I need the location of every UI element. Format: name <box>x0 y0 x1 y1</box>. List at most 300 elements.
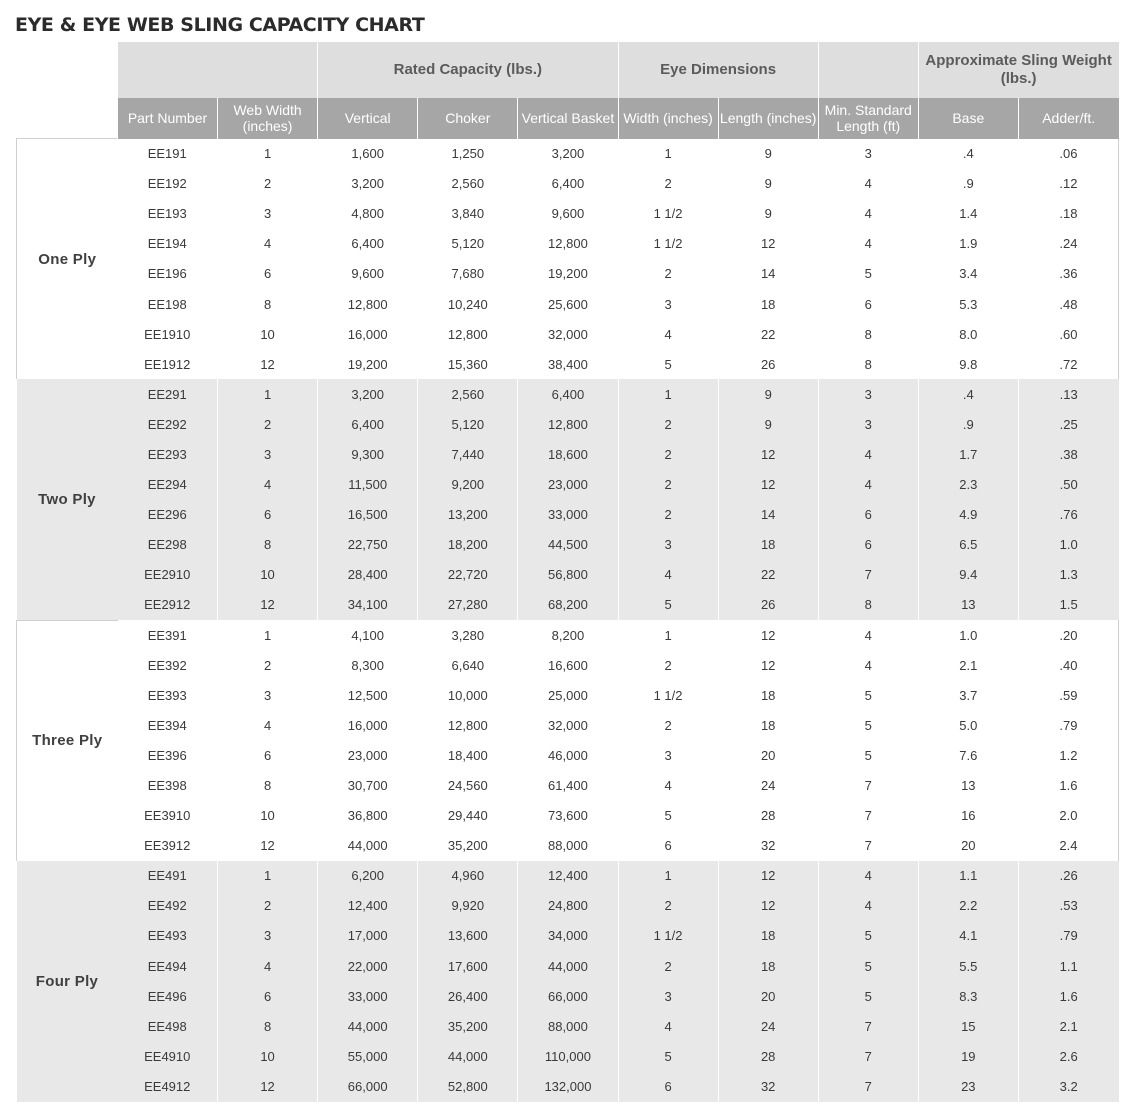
cell-adder-per-ft: .76 <box>1018 500 1118 530</box>
cell-base-weight: 20 <box>918 831 1018 861</box>
cell-part-number: EE292 <box>118 409 218 439</box>
capacity-table-container <box>16 42 1119 1102</box>
cell-vertical: 12,400 <box>318 891 418 921</box>
header-group-blank-min-length <box>818 42 918 98</box>
header-corner <box>17 42 118 98</box>
cell-base-weight: .4 <box>918 139 1018 169</box>
cell-vertical-basket: 32,000 <box>518 319 618 349</box>
cell-base-weight: 7.6 <box>918 740 1018 770</box>
col-vertical: Vertical <box>318 98 418 139</box>
cell-vertical: 16,500 <box>318 500 418 530</box>
cell-eye-length: 12 <box>718 650 818 680</box>
cell-eye-length: 18 <box>718 530 818 560</box>
cell-min-standard-length: 6 <box>818 289 918 319</box>
table-row <box>17 590 1119 620</box>
cell-min-standard-length: 8 <box>818 349 918 379</box>
cell-eye-width: 4 <box>618 770 718 800</box>
cell-base-weight: 9.8 <box>918 349 1018 379</box>
cell-min-standard-length: 5 <box>818 921 918 951</box>
cell-web-width: 12 <box>218 349 318 379</box>
cell-eye-length: 9 <box>718 169 818 199</box>
cell-eye-width: 3 <box>618 740 718 770</box>
cell-web-width: 1 <box>218 379 318 409</box>
cell-web-width: 6 <box>218 500 318 530</box>
cell-min-standard-length: 4 <box>818 620 918 650</box>
cell-part-number: EE498 <box>118 1011 218 1041</box>
cell-min-standard-length: 5 <box>818 710 918 740</box>
cell-choker: 24,560 <box>418 770 518 800</box>
table-header <box>17 42 1119 139</box>
cell-base-weight: .9 <box>918 169 1018 199</box>
cell-adder-per-ft: 2.1 <box>1018 1011 1118 1041</box>
cell-web-width: 4 <box>218 470 318 500</box>
cell-base-weight: 1.4 <box>918 199 1018 229</box>
cell-base-weight: 4.1 <box>918 921 1018 951</box>
cell-choker: 4,960 <box>418 861 518 891</box>
cell-vertical: 66,000 <box>318 1071 418 1101</box>
table-row <box>17 409 1119 439</box>
cell-part-number: EE396 <box>118 740 218 770</box>
cell-vertical: 3,200 <box>318 169 418 199</box>
cell-part-number: EE193 <box>118 199 218 229</box>
cell-web-width: 1 <box>218 139 318 169</box>
cell-part-number: EE496 <box>118 981 218 1011</box>
cell-vertical-basket: 12,800 <box>518 229 618 259</box>
cell-web-width: 2 <box>218 650 318 680</box>
cell-web-width: 12 <box>218 831 318 861</box>
cell-vertical: 9,600 <box>318 259 418 289</box>
cell-vertical: 22,000 <box>318 951 418 981</box>
cell-eye-width: 1 <box>618 139 718 169</box>
cell-min-standard-length: 7 <box>818 560 918 590</box>
header-group-eye-dimensions: Eye Dimensions <box>618 42 818 98</box>
cell-part-number: EE192 <box>118 169 218 199</box>
cell-base-weight: 16 <box>918 801 1018 831</box>
cell-adder-per-ft: 1.2 <box>1018 740 1118 770</box>
cell-part-number: EE191 <box>118 139 218 169</box>
table-row <box>17 379 1119 409</box>
cell-min-standard-length: 7 <box>818 1071 918 1101</box>
cell-vertical-basket: 18,600 <box>518 439 618 469</box>
cell-min-standard-length: 5 <box>818 740 918 770</box>
cell-vertical: 36,800 <box>318 801 418 831</box>
cell-base-weight: 8.3 <box>918 981 1018 1011</box>
cell-min-standard-length: 4 <box>818 169 918 199</box>
cell-eye-length: 12 <box>718 470 818 500</box>
cell-eye-width: 6 <box>618 1071 718 1101</box>
cell-vertical-basket: 132,000 <box>518 1071 618 1101</box>
cell-vertical: 12,800 <box>318 289 418 319</box>
cell-eye-length: 14 <box>718 259 818 289</box>
cell-web-width: 3 <box>218 439 318 469</box>
cell-adder-per-ft: 1.6 <box>1018 770 1118 800</box>
cell-vertical-basket: 19,200 <box>518 259 618 289</box>
cell-part-number: EE392 <box>118 650 218 680</box>
cell-web-width: 1 <box>218 620 318 650</box>
table-row <box>17 650 1119 680</box>
cell-adder-per-ft: 2.0 <box>1018 801 1118 831</box>
cell-eye-width: 2 <box>618 470 718 500</box>
cell-vertical: 17,000 <box>318 921 418 951</box>
cell-adder-per-ft: 3.2 <box>1018 1071 1118 1101</box>
cell-eye-width: 1 1/2 <box>618 229 718 259</box>
cell-vertical-basket: 110,000 <box>518 1041 618 1071</box>
cell-adder-per-ft: .48 <box>1018 289 1118 319</box>
table-row <box>17 349 1119 379</box>
table-row <box>17 289 1119 319</box>
cell-choker: 29,440 <box>418 801 518 831</box>
cell-choker: 2,560 <box>418 169 518 199</box>
cell-eye-length: 18 <box>718 921 818 951</box>
cell-eye-length: 9 <box>718 379 818 409</box>
cell-choker: 35,200 <box>418 1011 518 1041</box>
cell-eye-width: 5 <box>618 801 718 831</box>
cell-vertical-basket: 16,600 <box>518 650 618 680</box>
cell-eye-width: 2 <box>618 951 718 981</box>
cell-eye-length: 26 <box>718 349 818 379</box>
cell-vertical-basket: 8,200 <box>518 620 618 650</box>
cell-vertical: 3,200 <box>318 379 418 409</box>
cell-part-number: EE4912 <box>118 1071 218 1101</box>
cell-choker: 22,720 <box>418 560 518 590</box>
cell-min-standard-length: 6 <box>818 530 918 560</box>
cell-min-standard-length: 7 <box>818 770 918 800</box>
cell-choker: 52,800 <box>418 1071 518 1101</box>
cell-vertical: 55,000 <box>318 1041 418 1071</box>
cell-adder-per-ft: .20 <box>1018 620 1118 650</box>
cell-min-standard-length: 7 <box>818 1041 918 1071</box>
table-row <box>17 470 1119 500</box>
cell-vertical-basket: 6,400 <box>518 169 618 199</box>
cell-min-standard-length: 8 <box>818 590 918 620</box>
col-adder-per-ft: Adder/ft. <box>1018 98 1118 139</box>
cell-base-weight: 1.1 <box>918 861 1018 891</box>
cell-part-number: EE196 <box>118 259 218 289</box>
table-row <box>17 439 1119 469</box>
cell-eye-length: 32 <box>718 831 818 861</box>
cell-base-weight: 9.4 <box>918 560 1018 590</box>
cell-base-weight: 2.3 <box>918 470 1018 500</box>
cell-part-number: EE4910 <box>118 1041 218 1071</box>
cell-vertical: 12,500 <box>318 680 418 710</box>
cell-choker: 1,250 <box>418 139 518 169</box>
cell-adder-per-ft: 1.5 <box>1018 590 1118 620</box>
cell-vertical: 16,000 <box>318 710 418 740</box>
table-row <box>17 891 1119 921</box>
cell-eye-width: 6 <box>618 831 718 861</box>
cell-vertical: 8,300 <box>318 650 418 680</box>
cell-base-weight: 13 <box>918 590 1018 620</box>
cell-eye-length: 9 <box>718 139 818 169</box>
cell-eye-width: 4 <box>618 1011 718 1041</box>
cell-min-standard-length: 4 <box>818 199 918 229</box>
cell-vertical: 22,750 <box>318 530 418 560</box>
capacity-table <box>16 42 1119 1102</box>
cell-vertical: 44,000 <box>318 831 418 861</box>
ply-group <box>17 620 1119 861</box>
cell-eye-width: 3 <box>618 530 718 560</box>
table-row <box>17 530 1119 560</box>
cell-adder-per-ft: 1.1 <box>1018 951 1118 981</box>
cell-part-number: EE493 <box>118 921 218 951</box>
cell-web-width: 10 <box>218 801 318 831</box>
cell-eye-width: 2 <box>618 259 718 289</box>
header-column-row <box>17 98 1119 139</box>
cell-adder-per-ft: 1.3 <box>1018 560 1118 590</box>
table-row <box>17 319 1119 349</box>
cell-min-standard-length: 4 <box>818 229 918 259</box>
cell-part-number: EE394 <box>118 710 218 740</box>
cell-base-weight: 3.4 <box>918 259 1018 289</box>
cell-eye-length: 32 <box>718 1071 818 1101</box>
cell-min-standard-length: 6 <box>818 500 918 530</box>
cell-vertical: 11,500 <box>318 470 418 500</box>
table-row <box>17 1041 1119 1071</box>
cell-vertical-basket: 44,500 <box>518 530 618 560</box>
cell-adder-per-ft: 1.6 <box>1018 981 1118 1011</box>
cell-eye-length: 9 <box>718 409 818 439</box>
cell-adder-per-ft: .53 <box>1018 891 1118 921</box>
ply-label: Three Ply <box>17 620 118 861</box>
cell-adder-per-ft: .12 <box>1018 169 1118 199</box>
cell-min-standard-length: 7 <box>818 831 918 861</box>
cell-choker: 9,920 <box>418 891 518 921</box>
cell-web-width: 8 <box>218 289 318 319</box>
table-row <box>17 831 1119 861</box>
cell-part-number: EE293 <box>118 439 218 469</box>
cell-eye-width: 4 <box>618 319 718 349</box>
cell-choker: 3,840 <box>418 199 518 229</box>
cell-eye-length: 18 <box>718 951 818 981</box>
cell-eye-length: 18 <box>718 710 818 740</box>
cell-base-weight: 13 <box>918 770 1018 800</box>
cell-vertical-basket: 24,800 <box>518 891 618 921</box>
cell-vertical-basket: 66,000 <box>518 981 618 1011</box>
cell-part-number: EE393 <box>118 680 218 710</box>
cell-vertical-basket: 6,400 <box>518 379 618 409</box>
cell-vertical-basket: 33,000 <box>518 500 618 530</box>
cell-base-weight: 8.0 <box>918 319 1018 349</box>
cell-min-standard-length: 4 <box>818 650 918 680</box>
cell-part-number: EE491 <box>118 861 218 891</box>
cell-choker: 12,800 <box>418 319 518 349</box>
cell-eye-width: 2 <box>618 500 718 530</box>
cell-vertical-basket: 23,000 <box>518 470 618 500</box>
cell-web-width: 10 <box>218 319 318 349</box>
cell-min-standard-length: 7 <box>818 801 918 831</box>
cell-eye-width: 5 <box>618 349 718 379</box>
cell-eye-length: 22 <box>718 319 818 349</box>
cell-web-width: 6 <box>218 259 318 289</box>
cell-choker: 13,600 <box>418 921 518 951</box>
cell-vertical-basket: 73,600 <box>518 801 618 831</box>
cell-part-number: EE1910 <box>118 319 218 349</box>
table-row <box>17 560 1119 590</box>
cell-adder-per-ft: .24 <box>1018 229 1118 259</box>
col-vertical-basket: Vertical Basket <box>518 98 618 139</box>
cell-min-standard-length: 7 <box>818 1011 918 1041</box>
cell-choker: 2,560 <box>418 379 518 409</box>
cell-base-weight: .9 <box>918 409 1018 439</box>
col-eye-length: Length (inches) <box>718 98 818 139</box>
cell-part-number: EE492 <box>118 891 218 921</box>
cell-min-standard-length: 4 <box>818 470 918 500</box>
cell-choker: 13,200 <box>418 500 518 530</box>
header-group-row <box>17 42 1119 98</box>
table-row <box>17 801 1119 831</box>
cell-choker: 10,000 <box>418 680 518 710</box>
cell-vertical: 28,400 <box>318 560 418 590</box>
table-row <box>17 169 1119 199</box>
table-row <box>17 620 1119 650</box>
cell-vertical: 30,700 <box>318 770 418 800</box>
cell-part-number: EE3910 <box>118 801 218 831</box>
table-row <box>17 740 1119 770</box>
cell-min-standard-length: 5 <box>818 259 918 289</box>
cell-adder-per-ft: .59 <box>1018 680 1118 710</box>
cell-eye-width: 5 <box>618 1041 718 1071</box>
cell-choker: 44,000 <box>418 1041 518 1071</box>
cell-vertical: 34,100 <box>318 590 418 620</box>
cell-eye-length: 20 <box>718 740 818 770</box>
cell-vertical: 6,400 <box>318 409 418 439</box>
cell-adder-per-ft: .25 <box>1018 409 1118 439</box>
cell-eye-length: 9 <box>718 199 818 229</box>
cell-adder-per-ft: .36 <box>1018 259 1118 289</box>
cell-web-width: 10 <box>218 560 318 590</box>
cell-choker: 15,360 <box>418 349 518 379</box>
cell-eye-width: 2 <box>618 891 718 921</box>
cell-choker: 9,200 <box>418 470 518 500</box>
cell-min-standard-length: 5 <box>818 680 918 710</box>
cell-eye-length: 28 <box>718 1041 818 1071</box>
cell-min-standard-length: 3 <box>818 139 918 169</box>
cell-adder-per-ft: .72 <box>1018 349 1118 379</box>
cell-part-number: EE194 <box>118 229 218 259</box>
chart-title: EYE & EYE WEB SLING CAPACITY CHART <box>15 14 425 36</box>
cell-vertical-basket: 3,200 <box>518 139 618 169</box>
cell-part-number: EE198 <box>118 289 218 319</box>
cell-min-standard-length: 3 <box>818 409 918 439</box>
cell-web-width: 2 <box>218 891 318 921</box>
table-row <box>17 770 1119 800</box>
cell-base-weight: 19 <box>918 1041 1018 1071</box>
cell-part-number: EE2910 <box>118 560 218 590</box>
cell-choker: 10,240 <box>418 289 518 319</box>
cell-web-width: 1 <box>218 861 318 891</box>
cell-base-weight: 4.9 <box>918 500 1018 530</box>
table-row <box>17 861 1119 891</box>
cell-eye-length: 12 <box>718 861 818 891</box>
cell-vertical-basket: 68,200 <box>518 590 618 620</box>
cell-vertical-basket: 56,800 <box>518 560 618 590</box>
header-corner-lower <box>17 98 118 139</box>
cell-eye-width: 2 <box>618 409 718 439</box>
cell-base-weight: 5.5 <box>918 951 1018 981</box>
cell-web-width: 3 <box>218 680 318 710</box>
cell-choker: 3,280 <box>418 620 518 650</box>
cell-vertical: 23,000 <box>318 740 418 770</box>
cell-eye-length: 28 <box>718 801 818 831</box>
cell-vertical-basket: 46,000 <box>518 740 618 770</box>
col-base-weight: Base <box>918 98 1018 139</box>
cell-eye-length: 12 <box>718 229 818 259</box>
header-group-sling-weight: Approximate Sling Weight (lbs.) <box>918 42 1118 98</box>
cell-choker: 7,440 <box>418 439 518 469</box>
cell-vertical-basket: 25,600 <box>518 289 618 319</box>
cell-adder-per-ft: .79 <box>1018 710 1118 740</box>
cell-eye-length: 12 <box>718 439 818 469</box>
cell-base-weight: 6.5 <box>918 530 1018 560</box>
cell-eye-width: 1 1/2 <box>618 680 718 710</box>
cell-choker: 35,200 <box>418 831 518 861</box>
cell-choker: 27,280 <box>418 590 518 620</box>
cell-base-weight: 1.7 <box>918 439 1018 469</box>
header-group-rated-capacity: Rated Capacity (lbs.) <box>318 42 618 98</box>
cell-eye-length: 24 <box>718 1011 818 1041</box>
cell-adder-per-ft: .40 <box>1018 650 1118 680</box>
cell-adder-per-ft: .13 <box>1018 379 1118 409</box>
cell-vertical-basket: 32,000 <box>518 710 618 740</box>
cell-web-width: 8 <box>218 770 318 800</box>
cell-min-standard-length: 5 <box>818 951 918 981</box>
cell-eye-width: 1 1/2 <box>618 199 718 229</box>
cell-eye-width: 2 <box>618 169 718 199</box>
cell-eye-width: 1 <box>618 379 718 409</box>
cell-eye-length: 18 <box>718 680 818 710</box>
cell-part-number: EE298 <box>118 530 218 560</box>
cell-choker: 7,680 <box>418 259 518 289</box>
col-web-width: Web Width (inches) <box>218 98 318 139</box>
cell-adder-per-ft: 2.4 <box>1018 831 1118 861</box>
cell-adder-per-ft: 2.6 <box>1018 1041 1118 1071</box>
cell-choker: 26,400 <box>418 981 518 1011</box>
cell-web-width: 12 <box>218 590 318 620</box>
cell-vertical: 33,000 <box>318 981 418 1011</box>
cell-vertical-basket: 12,800 <box>518 409 618 439</box>
table-row <box>17 199 1119 229</box>
table-row <box>17 500 1119 530</box>
cell-vertical-basket: 25,000 <box>518 680 618 710</box>
cell-part-number: EE1912 <box>118 349 218 379</box>
table-row <box>17 710 1119 740</box>
table-row <box>17 1071 1119 1101</box>
ply-group <box>17 139 1119 380</box>
cell-part-number: EE391 <box>118 620 218 650</box>
cell-eye-width: 5 <box>618 590 718 620</box>
cell-vertical-basket: 88,000 <box>518 1011 618 1041</box>
table-row <box>17 139 1119 169</box>
cell-eye-width: 1 <box>618 620 718 650</box>
cell-vertical: 44,000 <box>318 1011 418 1041</box>
cell-vertical-basket: 88,000 <box>518 831 618 861</box>
cell-choker: 18,400 <box>418 740 518 770</box>
cell-vertical-basket: 34,000 <box>518 921 618 951</box>
cell-part-number: EE294 <box>118 470 218 500</box>
cell-eye-width: 1 <box>618 861 718 891</box>
cell-eye-length: 12 <box>718 891 818 921</box>
cell-eye-length: 22 <box>718 560 818 590</box>
cell-web-width: 3 <box>218 199 318 229</box>
table-row <box>17 981 1119 1011</box>
cell-vertical: 19,200 <box>318 349 418 379</box>
table-row <box>17 921 1119 951</box>
col-part-number: Part Number <box>118 98 218 139</box>
cell-base-weight: 15 <box>918 1011 1018 1041</box>
table-row <box>17 1011 1119 1041</box>
cell-web-width: 6 <box>218 740 318 770</box>
cell-min-standard-length: 4 <box>818 891 918 921</box>
